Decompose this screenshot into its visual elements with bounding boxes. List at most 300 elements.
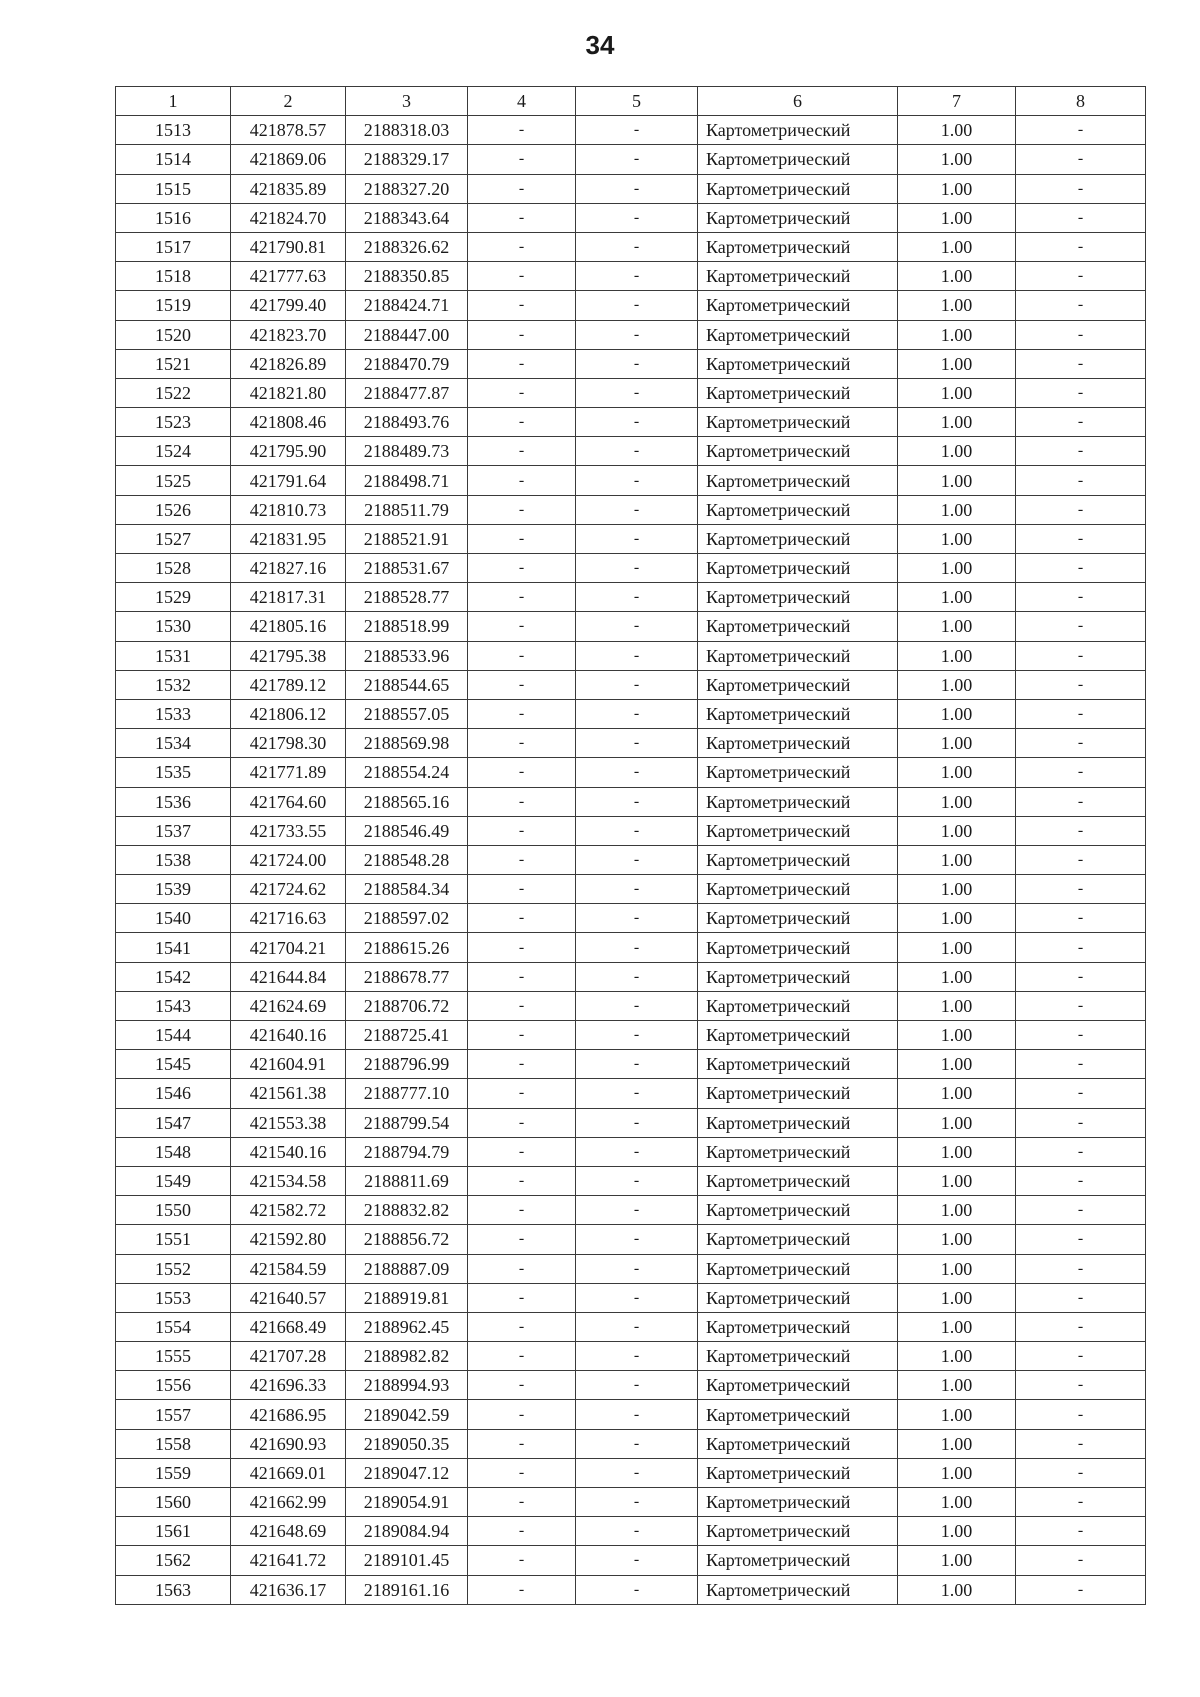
method-value: Картометрический	[698, 466, 898, 495]
column-4-value: -	[468, 1400, 576, 1429]
table-row	[116, 729, 1146, 758]
accuracy-value: 1.00	[898, 729, 1016, 758]
point-number: 1543	[116, 991, 231, 1020]
column-4-value: -	[468, 1108, 576, 1137]
coordinate-y: 2188799.54	[346, 1108, 468, 1137]
accuracy-value: 1.00	[898, 904, 1016, 933]
column-header: 8	[1016, 87, 1146, 116]
table-row	[116, 554, 1146, 583]
coordinate-x: 421805.16	[231, 612, 346, 641]
coordinate-x: 421636.17	[231, 1575, 346, 1604]
coordinate-x: 421641.72	[231, 1546, 346, 1575]
coordinate-y: 2188528.77	[346, 583, 468, 612]
table-row	[116, 845, 1146, 874]
point-number: 1525	[116, 466, 231, 495]
point-number: 1531	[116, 641, 231, 670]
table-row	[116, 1400, 1146, 1429]
method-value: Картометрический	[698, 612, 898, 641]
coordinate-x: 421789.12	[231, 670, 346, 699]
point-number: 1552	[116, 1254, 231, 1283]
table-row	[116, 816, 1146, 845]
accuracy-value: 1.00	[898, 641, 1016, 670]
method-value: Картометрический	[698, 904, 898, 933]
point-number: 1522	[116, 378, 231, 407]
coordinate-x: 421644.84	[231, 962, 346, 991]
column-8-value: -	[1016, 875, 1146, 904]
coordinate-x: 421795.90	[231, 437, 346, 466]
coordinate-y: 2188343.64	[346, 203, 468, 232]
column-5-value: -	[576, 612, 698, 641]
column-5-value: -	[576, 554, 698, 583]
point-number: 1519	[116, 291, 231, 320]
column-5-value: -	[576, 1137, 698, 1166]
column-5-value: -	[576, 1050, 698, 1079]
table-row	[116, 991, 1146, 1020]
column-8-value: -	[1016, 174, 1146, 203]
table-row	[116, 437, 1146, 466]
column-5-value: -	[576, 1196, 698, 1225]
coordinate-y: 2188518.99	[346, 612, 468, 641]
accuracy-value: 1.00	[898, 612, 1016, 641]
column-5-value: -	[576, 729, 698, 758]
table-row	[116, 1575, 1146, 1604]
column-8-value: -	[1016, 991, 1146, 1020]
coordinate-y: 2188424.71	[346, 291, 468, 320]
column-5-value: -	[576, 670, 698, 699]
coordinate-y: 2188533.96	[346, 641, 468, 670]
coordinate-x: 421821.80	[231, 378, 346, 407]
column-8-value: -	[1016, 437, 1146, 466]
method-value: Картометрический	[698, 729, 898, 758]
table-row	[116, 699, 1146, 728]
coordinate-y: 2188477.87	[346, 378, 468, 407]
coordinate-y: 2188447.00	[346, 320, 468, 349]
point-number: 1562	[116, 1546, 231, 1575]
method-value: Картометрический	[698, 699, 898, 728]
column-5-value: -	[576, 349, 698, 378]
coordinate-x: 421540.16	[231, 1137, 346, 1166]
column-8-value: -	[1016, 787, 1146, 816]
method-value: Картометрический	[698, 1546, 898, 1575]
column-4-value: -	[468, 145, 576, 174]
accuracy-value: 1.00	[898, 320, 1016, 349]
column-5-value: -	[576, 1166, 698, 1195]
column-header: 5	[576, 87, 698, 116]
coordinate-y: 2188565.16	[346, 787, 468, 816]
point-number: 1535	[116, 758, 231, 787]
table-row	[116, 408, 1146, 437]
column-5-value: -	[576, 116, 698, 145]
method-value: Картометрический	[698, 816, 898, 845]
table-header-row	[116, 87, 1146, 116]
table-row	[116, 1312, 1146, 1341]
coordinate-y: 2188678.77	[346, 962, 468, 991]
column-5-value: -	[576, 641, 698, 670]
point-number: 1527	[116, 524, 231, 553]
column-8-value: -	[1016, 1050, 1146, 1079]
column-header: 1	[116, 87, 231, 116]
column-4-value: -	[468, 1021, 576, 1050]
table-row	[116, 612, 1146, 641]
column-8-value: -	[1016, 699, 1146, 728]
column-4-value: -	[468, 320, 576, 349]
accuracy-value: 1.00	[898, 174, 1016, 203]
point-number: 1524	[116, 437, 231, 466]
column-4-value: -	[468, 991, 576, 1020]
table-row	[116, 1108, 1146, 1137]
accuracy-value: 1.00	[898, 1196, 1016, 1225]
point-number: 1557	[116, 1400, 231, 1429]
coordinate-x: 421592.80	[231, 1225, 346, 1254]
table-row	[116, 1429, 1146, 1458]
column-4-value: -	[468, 116, 576, 145]
column-5-value: -	[576, 1517, 698, 1546]
coordinate-x: 421795.38	[231, 641, 346, 670]
coordinate-y: 2188326.62	[346, 232, 468, 261]
accuracy-value: 1.00	[898, 1517, 1016, 1546]
coordinate-y: 2188584.34	[346, 875, 468, 904]
column-header: 3	[346, 87, 468, 116]
column-4-value: -	[468, 349, 576, 378]
accuracy-value: 1.00	[898, 845, 1016, 874]
accuracy-value: 1.00	[898, 816, 1016, 845]
column-8-value: -	[1016, 1021, 1146, 1050]
column-4-value: -	[468, 1283, 576, 1312]
column-4-value: -	[468, 466, 576, 495]
column-4-value: -	[468, 1546, 576, 1575]
coordinate-y: 2189042.59	[346, 1400, 468, 1429]
accuracy-value: 1.00	[898, 787, 1016, 816]
point-number: 1539	[116, 875, 231, 904]
column-8-value: -	[1016, 904, 1146, 933]
column-4-value: -	[468, 816, 576, 845]
column-5-value: -	[576, 991, 698, 1020]
point-number: 1545	[116, 1050, 231, 1079]
column-8-value: -	[1016, 1517, 1146, 1546]
column-8-value: -	[1016, 816, 1146, 845]
column-8-value: -	[1016, 495, 1146, 524]
column-8-value: -	[1016, 145, 1146, 174]
column-header: 4	[468, 87, 576, 116]
column-8-value: -	[1016, 1371, 1146, 1400]
coordinate-y: 2188887.09	[346, 1254, 468, 1283]
column-8-value: -	[1016, 320, 1146, 349]
method-value: Картометрический	[698, 524, 898, 553]
column-5-value: -	[576, 1488, 698, 1517]
method-value: Картометрический	[698, 554, 898, 583]
coordinate-x: 421799.40	[231, 291, 346, 320]
column-8-value: -	[1016, 554, 1146, 583]
coordinate-x: 421707.28	[231, 1342, 346, 1371]
table-row	[116, 174, 1146, 203]
table-row	[116, 583, 1146, 612]
column-8-value: -	[1016, 291, 1146, 320]
table-row	[116, 320, 1146, 349]
point-number: 1541	[116, 933, 231, 962]
accuracy-value: 1.00	[898, 1371, 1016, 1400]
coordinate-y: 2188856.72	[346, 1225, 468, 1254]
coordinate-x: 421662.99	[231, 1488, 346, 1517]
column-8-value: -	[1016, 1400, 1146, 1429]
column-8-value: -	[1016, 203, 1146, 232]
column-5-value: -	[576, 1108, 698, 1137]
column-8-value: -	[1016, 1079, 1146, 1108]
column-4-value: -	[468, 962, 576, 991]
table-row	[116, 787, 1146, 816]
column-4-value: -	[468, 699, 576, 728]
method-value: Картометрический	[698, 1575, 898, 1604]
coordinate-x: 421806.12	[231, 699, 346, 728]
column-8-value: -	[1016, 1458, 1146, 1487]
coordinate-x: 421869.06	[231, 145, 346, 174]
accuracy-value: 1.00	[898, 1254, 1016, 1283]
method-value: Картометрический	[698, 1429, 898, 1458]
column-8-value: -	[1016, 262, 1146, 291]
column-4-value: -	[468, 1575, 576, 1604]
coordinate-x: 421724.62	[231, 875, 346, 904]
point-number: 1551	[116, 1225, 231, 1254]
method-value: Картометрический	[698, 349, 898, 378]
column-4-value: -	[468, 495, 576, 524]
table-row	[116, 1079, 1146, 1108]
method-value: Картометрический	[698, 1137, 898, 1166]
table-row	[116, 203, 1146, 232]
coordinate-y: 2188511.79	[346, 495, 468, 524]
coordinate-x: 421835.89	[231, 174, 346, 203]
column-5-value: -	[576, 1079, 698, 1108]
accuracy-value: 1.00	[898, 875, 1016, 904]
column-5-value: -	[576, 1575, 698, 1604]
point-number: 1550	[116, 1196, 231, 1225]
table-row	[116, 1166, 1146, 1195]
coordinate-x: 421584.59	[231, 1254, 346, 1283]
point-number: 1532	[116, 670, 231, 699]
accuracy-value: 1.00	[898, 1400, 1016, 1429]
accuracy-value: 1.00	[898, 583, 1016, 612]
coordinate-x: 421686.95	[231, 1400, 346, 1429]
column-5-value: -	[576, 787, 698, 816]
coordinate-y: 2188489.73	[346, 437, 468, 466]
table-body	[116, 116, 1146, 1605]
column-8-value: -	[1016, 670, 1146, 699]
point-number: 1529	[116, 583, 231, 612]
table-row	[116, 1021, 1146, 1050]
coordinate-y: 2188832.82	[346, 1196, 468, 1225]
point-number: 1515	[116, 174, 231, 203]
coordinate-y: 2189101.45	[346, 1546, 468, 1575]
point-number: 1555	[116, 1342, 231, 1371]
method-value: Картометрический	[698, 116, 898, 145]
table-row	[116, 1050, 1146, 1079]
coordinate-y: 2188544.65	[346, 670, 468, 699]
column-4-value: -	[468, 1196, 576, 1225]
point-number: 1513	[116, 116, 231, 145]
accuracy-value: 1.00	[898, 232, 1016, 261]
table-row	[116, 1283, 1146, 1312]
table-row	[116, 145, 1146, 174]
point-number: 1533	[116, 699, 231, 728]
point-number: 1559	[116, 1458, 231, 1487]
method-value: Картометрический	[698, 378, 898, 407]
column-5-value: -	[576, 1546, 698, 1575]
column-5-value: -	[576, 583, 698, 612]
coordinate-x: 421798.30	[231, 729, 346, 758]
column-4-value: -	[468, 524, 576, 553]
column-8-value: -	[1016, 1196, 1146, 1225]
coordinate-y: 2188493.76	[346, 408, 468, 437]
method-value: Картометрический	[698, 145, 898, 174]
table-row	[116, 875, 1146, 904]
table-row	[116, 1371, 1146, 1400]
table-row	[116, 232, 1146, 261]
point-number: 1520	[116, 320, 231, 349]
coordinate-y: 2188725.41	[346, 1021, 468, 1050]
coordinate-x: 421696.33	[231, 1371, 346, 1400]
accuracy-value: 1.00	[898, 758, 1016, 787]
column-5-value: -	[576, 1225, 698, 1254]
coordinate-y: 2188615.26	[346, 933, 468, 962]
coordinate-x: 421764.60	[231, 787, 346, 816]
coordinate-y: 2188521.91	[346, 524, 468, 553]
column-4-value: -	[468, 1429, 576, 1458]
coordinate-x: 421790.81	[231, 232, 346, 261]
coordinate-x: 421791.64	[231, 466, 346, 495]
coordinate-x: 421827.16	[231, 554, 346, 583]
coordinate-y: 2188794.79	[346, 1137, 468, 1166]
coordinate-x: 421669.01	[231, 1458, 346, 1487]
column-8-value: -	[1016, 845, 1146, 874]
column-5-value: -	[576, 495, 698, 524]
accuracy-value: 1.00	[898, 554, 1016, 583]
point-number: 1542	[116, 962, 231, 991]
method-value: Картометрический	[698, 583, 898, 612]
coordinate-y: 2189084.94	[346, 1517, 468, 1546]
coordinate-y: 2189047.12	[346, 1458, 468, 1487]
coordinate-x: 421824.70	[231, 203, 346, 232]
point-number: 1563	[116, 1575, 231, 1604]
coordinate-x: 421561.38	[231, 1079, 346, 1108]
method-value: Картометрический	[698, 232, 898, 261]
table-row	[116, 962, 1146, 991]
column-5-value: -	[576, 1283, 698, 1312]
column-5-value: -	[576, 320, 698, 349]
method-value: Картометрический	[698, 1517, 898, 1546]
coordinate-y: 2188919.81	[346, 1283, 468, 1312]
accuracy-value: 1.00	[898, 1575, 1016, 1604]
coordinate-y: 2188498.71	[346, 466, 468, 495]
page-number: 34	[585, 30, 615, 60]
accuracy-value: 1.00	[898, 1429, 1016, 1458]
column-4-value: -	[468, 174, 576, 203]
column-4-value: -	[468, 612, 576, 641]
coordinate-y: 2188546.49	[346, 816, 468, 845]
column-header: 6	[698, 87, 898, 116]
table-row	[116, 1196, 1146, 1225]
coordinate-x: 421831.95	[231, 524, 346, 553]
method-value: Картометрический	[698, 1283, 898, 1312]
point-number: 1514	[116, 145, 231, 174]
column-4-value: -	[468, 670, 576, 699]
column-4-value: -	[468, 1342, 576, 1371]
column-8-value: -	[1016, 729, 1146, 758]
column-4-value: -	[468, 1225, 576, 1254]
table-row	[116, 262, 1146, 291]
column-8-value: -	[1016, 466, 1146, 495]
point-number: 1554	[116, 1312, 231, 1341]
table-row	[116, 641, 1146, 670]
column-5-value: -	[576, 291, 698, 320]
column-8-value: -	[1016, 232, 1146, 261]
column-8-value: -	[1016, 641, 1146, 670]
accuracy-value: 1.00	[898, 1166, 1016, 1195]
table-row	[116, 378, 1146, 407]
column-header: 7	[898, 87, 1016, 116]
point-number: 1517	[116, 232, 231, 261]
accuracy-value: 1.00	[898, 1283, 1016, 1312]
column-8-value: -	[1016, 583, 1146, 612]
column-8-value: -	[1016, 1108, 1146, 1137]
point-number: 1547	[116, 1108, 231, 1137]
table-row	[116, 1225, 1146, 1254]
coordinate-x: 421640.57	[231, 1283, 346, 1312]
table-row	[116, 933, 1146, 962]
method-value: Картометрический	[698, 1342, 898, 1371]
method-value: Картометрический	[698, 291, 898, 320]
table-row	[116, 1458, 1146, 1487]
column-4-value: -	[468, 408, 576, 437]
column-8-value: -	[1016, 1488, 1146, 1517]
coordinate-y: 2188777.10	[346, 1079, 468, 1108]
accuracy-value: 1.00	[898, 524, 1016, 553]
point-number: 1516	[116, 203, 231, 232]
column-5-value: -	[576, 1254, 698, 1283]
method-value: Картометрический	[698, 933, 898, 962]
column-header: 2	[231, 87, 346, 116]
point-number: 1546	[116, 1079, 231, 1108]
method-value: Картометрический	[698, 758, 898, 787]
coordinate-x: 421817.31	[231, 583, 346, 612]
method-value: Картометрический	[698, 203, 898, 232]
column-5-value: -	[576, 875, 698, 904]
method-value: Картометрический	[698, 962, 898, 991]
coordinate-y: 2188554.24	[346, 758, 468, 787]
column-4-value: -	[468, 641, 576, 670]
column-4-value: -	[468, 1371, 576, 1400]
table-row	[116, 495, 1146, 524]
method-value: Картометрический	[698, 408, 898, 437]
coordinate-x: 421733.55	[231, 816, 346, 845]
method-value: Картометрический	[698, 320, 898, 349]
column-4-value: -	[468, 1050, 576, 1079]
accuracy-value: 1.00	[898, 1546, 1016, 1575]
point-number: 1530	[116, 612, 231, 641]
accuracy-value: 1.00	[898, 1458, 1016, 1487]
column-5-value: -	[576, 699, 698, 728]
accuracy-value: 1.00	[898, 670, 1016, 699]
method-value: Картометрический	[698, 875, 898, 904]
point-number: 1521	[116, 349, 231, 378]
column-4-value: -	[468, 203, 576, 232]
column-8-value: -	[1016, 1312, 1146, 1341]
column-8-value: -	[1016, 1546, 1146, 1575]
method-value: Картометрический	[698, 1488, 898, 1517]
column-5-value: -	[576, 378, 698, 407]
accuracy-value: 1.00	[898, 1137, 1016, 1166]
column-8-value: -	[1016, 408, 1146, 437]
method-value: Картометрический	[698, 262, 898, 291]
accuracy-value: 1.00	[898, 262, 1016, 291]
column-8-value: -	[1016, 116, 1146, 145]
